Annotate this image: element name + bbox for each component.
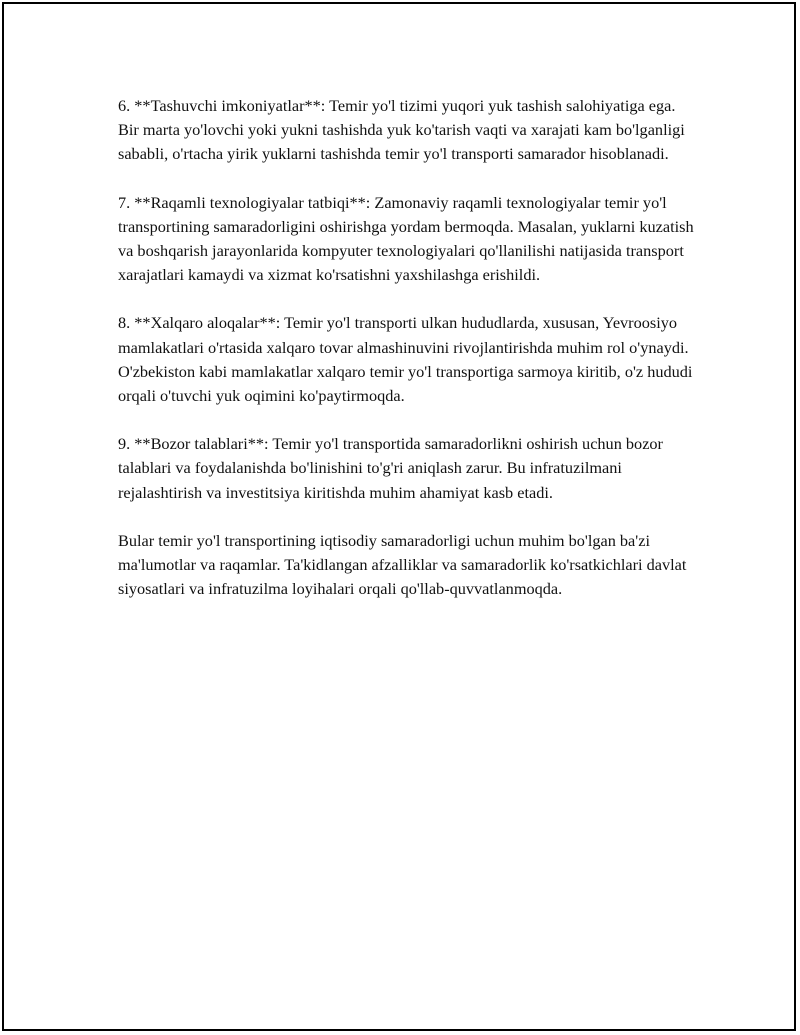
paragraph-conclusion: Bular temir yo'l transportining iqtisodiy samaradorligi uchun muhim bo'lgan ba'zi ma'lumotlar va raqamlar. Ta'kidlangan afzalliklar va samaradorlik ko'rsatkichlari davlat siyosatlari va infratuzilma loyihalari orqali qo'llab-quvvatlanmoqda. bbox=[118, 530, 687, 599]
paragraph-carrying-capacity: 6. **Tashuvchi imkoniyatlar**: Temir yo'l tizimi yuqori yuk tashish salohiyatiga ega. Bir marta yo'lovchi yoki yukni tashishda yuk ko'tarish vaqti va xarajati kam bo'lganligi sababli, o'rtacha yirik yuklarni tashishda temir yo'l transporti samarador hisoblanadi. bbox=[118, 96, 685, 164]
paragraph-digital-technologies: 7. **Raqamli texnologiyalar tatbiqi**: Zamonaviy raqamli texnologiyalar temir yo'l transportining samaradorligini oshirishga yordam bermoqda. Masalan, yuklarni kuzatish va boshqarish jarayonlarida kompyuter texnologiyalari qo'llanilishi natijasida transport xarajatlari kamaydi va xizmat ko'rsatishni yaxshilashga erishildi. bbox=[118, 192, 694, 285]
paragraph-market-demands: 9. **Bozor talablari**: Temir yo'l transportida samaradorlikni oshirish uchun bozor talablari va foydalanishda bo'linishini to'g'ri aniqlash zarur. Bu infratuzilmani rejalashtirish va investitsiya kiritishda muhim ahamiyat kasb etadi. bbox=[118, 434, 663, 502]
paragraph-international-relations: 8. **Xalqaro aloqalar**: Temir yo'l transporti ulkan hududlarda, xususan, Yevroosiyo mamlakatlari o'rtasida xalqaro tovar almashinuvini rivojlantirishda muhim rol o'ynaydi. O'zbekiston kabi mamlakatlar xalqaro temir yo'l transportiga sarmoya kiritib, o'z hududi orqali o'tuvchi yuk oqimini ko'paytirmoqda. bbox=[118, 313, 693, 406]
document-body bbox=[118, 94, 698, 625]
